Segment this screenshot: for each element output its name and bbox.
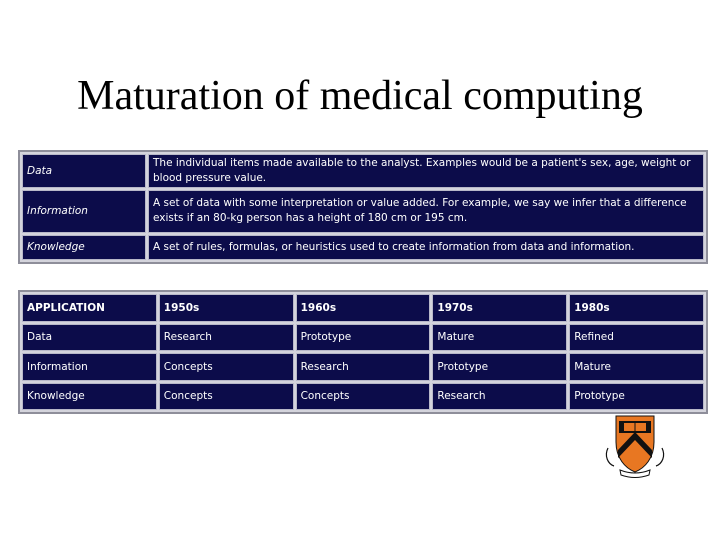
table-cell: Research <box>159 324 294 352</box>
table-cell: Research <box>432 383 567 411</box>
table-cell: Concepts <box>296 383 431 411</box>
table-cell: Prototype <box>569 383 704 411</box>
definition-description: A set of data with some interpretation or value added. For example, we say we infer that a difference exists if an 80-kg person has a height of 180 cm or 195 cm. <box>148 190 704 233</box>
table-cell: Data <box>22 324 157 352</box>
column-header: 1970s <box>432 294 567 322</box>
table-cell: Research <box>296 353 431 381</box>
table-row <box>22 235 704 261</box>
definition-description: A set of rules, formulas, or heuristics used to create information from data and information. <box>148 235 704 261</box>
princeton-shield-icon <box>602 412 668 482</box>
table-row <box>22 353 704 381</box>
definitions-table <box>18 150 708 264</box>
table-cell: Prototype <box>432 353 567 381</box>
table-cell: Information <box>22 353 157 381</box>
table-cell: Refined <box>569 324 704 352</box>
definition-description: The individual items made available to the analyst. Examples would be a patient's sex, age, weight or blood pressure value. <box>148 154 704 188</box>
column-header: 1950s <box>159 294 294 322</box>
table-cell: Mature <box>569 353 704 381</box>
table-cell: Prototype <box>296 324 431 352</box>
definition-term: Information <box>22 190 146 233</box>
table-cell: Mature <box>432 324 567 352</box>
table-row <box>22 324 704 352</box>
definition-term: Data <box>22 154 146 188</box>
table-cell: Concepts <box>159 353 294 381</box>
column-header: 1980s <box>569 294 704 322</box>
table-cell: Knowledge <box>22 383 157 411</box>
table-cell: Concepts <box>159 383 294 411</box>
table-row <box>22 383 704 411</box>
table-header-row <box>22 294 704 322</box>
column-header: APPLICATION <box>22 294 157 322</box>
column-header: 1960s <box>296 294 431 322</box>
maturation-table <box>18 290 708 414</box>
definition-term: Knowledge <box>22 235 146 261</box>
table-row <box>22 154 704 188</box>
slide-title: Maturation of medical computing <box>77 73 643 119</box>
table-row <box>22 190 704 233</box>
